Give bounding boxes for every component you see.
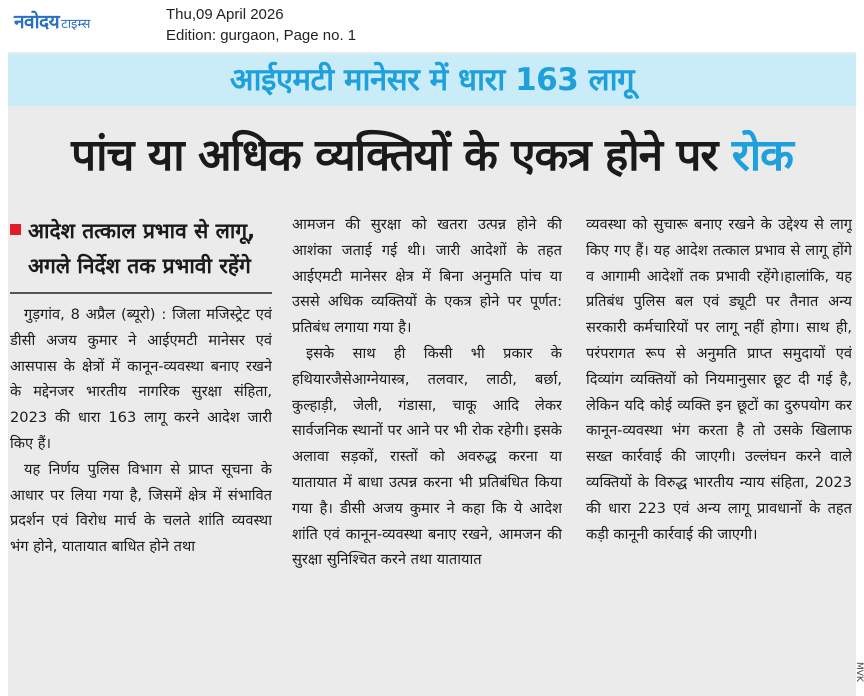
red-square-bullet-icon — [10, 224, 21, 235]
article-headline — [8, 110, 856, 202]
col1-paragraph-1: गुड़गांव, 8 अप्रैल (ब्यूरो) : जिला मजिस्ट्रेट एवं डीसी अजय कुमार ने आईएमटी मानेसर एवं आसपास के क्षेत्रों में कानून-व्यवस्था बनाए रखने के मद्देनजर भारतीय नागरिक सुरक्षा संहिता, 2023 की धारा 163 लागू करने आदेश जारी किए हैं। — [10, 306, 272, 452]
article-kicker: आईएमटी मानेसर में धारा 163 लागू — [8, 54, 856, 106]
logo-main-text: नवोदय — [14, 11, 60, 33]
col2-paragraph-2: इसके साथ ही किसी भी प्रकार के हथियारजैसेआग्नेयास्त्र, तलवार, लाठी, बर्छा, कुल्हाड़ी, जेली, गंडासा, चाकू आदि लेकर सार्वजनिक स्थानों पर आने पर भी रोक रहेगी। इसके अलावा सड़कों, रास्तों को अवरुद्ध करना या यातायात में बाधा उत्पन्न करना भी प्रतिबंधित किया गया है। डीसी अजय कुमार ने कहा कि ये आदेश शांति एवं कानून-व्यवस्था बनाए रखने, आमजन की सुरक्षा सुनिश्चित करने तथा यातायात — [292, 344, 562, 569]
article-column-3 — [586, 212, 852, 688]
edition-meta — [166, 4, 356, 46]
edition-info: Edition: gurgaon, Page no. 1 — [166, 27, 357, 44]
headline-accent: रोक — [731, 130, 793, 181]
edition-date: Thu,09 April 2026 — [166, 6, 284, 23]
highlight-box — [10, 210, 272, 294]
article-column-2 — [292, 212, 562, 688]
col3-paragraph-1: व्यवस्था को सुचारू बनाए रखने के उद्देश्य से लागू किए गए हैं। यह आदेश तत्काल प्रभाव से लागू होंगे व आगामी आदेशों तक प्रभावी रहेंगे।हालांकि, यह प्रतिबंध पुलिस बल एवं ड्यूटी पर तैनात अन्य सरकारी कर्मचारियों पर लागू नहीं होगा। साथ ही, परंपरागत रूप से अनुमति प्राप्त समुदायों एवं दिव्यांग व्यक्तियों को नियमानुसार छूट दी गई है, लेकिन यदि कोई व्यक्ति इन छूटों का दुरुपयोग कर कानून-व्यवस्था भंग करता है तो उसके खिलाफ सख्त कार्रवाई की जाएगी। उल्लंघन करने वाले व्यक्तियों के विरुद्ध भारतीय न्याय संहिता, 2023 की धारा 223 एवं अन्य लागू प्रावधानों के तहत कड़ी कानूनी कार्रवाई की जाएगी। — [586, 216, 852, 543]
article-column-1 — [10, 210, 272, 686]
headline-main: पांच या अधिक व्यक्तियों के एकत्र होने पर — [71, 130, 718, 181]
highlight-text: आदेश तत्काल प्रभाव से लागू, अगले निर्देश तक प्रभावी रहेंगे — [28, 219, 256, 278]
page-header — [0, 0, 864, 50]
newspaper-logo[interactable] — [14, 8, 90, 34]
side-mark: MVK — [854, 662, 864, 682]
col2-paragraph-1: आमजन की सुरक्षा को खतरा उत्पन्न होने की आशंका जताई गई थी। जारी आदेशों के तहत आईएमटी मानेसर क्षेत्र में बिना अनुमति पांच या उससे अधिक व्यक्तियों के एकत्र होने पर पूर्णत: प्रतिबंध लगाया गया है। — [292, 216, 562, 337]
col1-paragraph-2: यह निर्णय पुलिस विभाग से प्राप्त सूचना के आधार पर लिया गया है, जिसमें क्षेत्र में संभावित प्रदर्शन एवं विरोध मार्च के चलते शांति व्यवस्था भंग होने, यातायात बाधित होने तथा — [10, 460, 272, 556]
logo-sub-text: टाइम्स — [61, 17, 91, 32]
